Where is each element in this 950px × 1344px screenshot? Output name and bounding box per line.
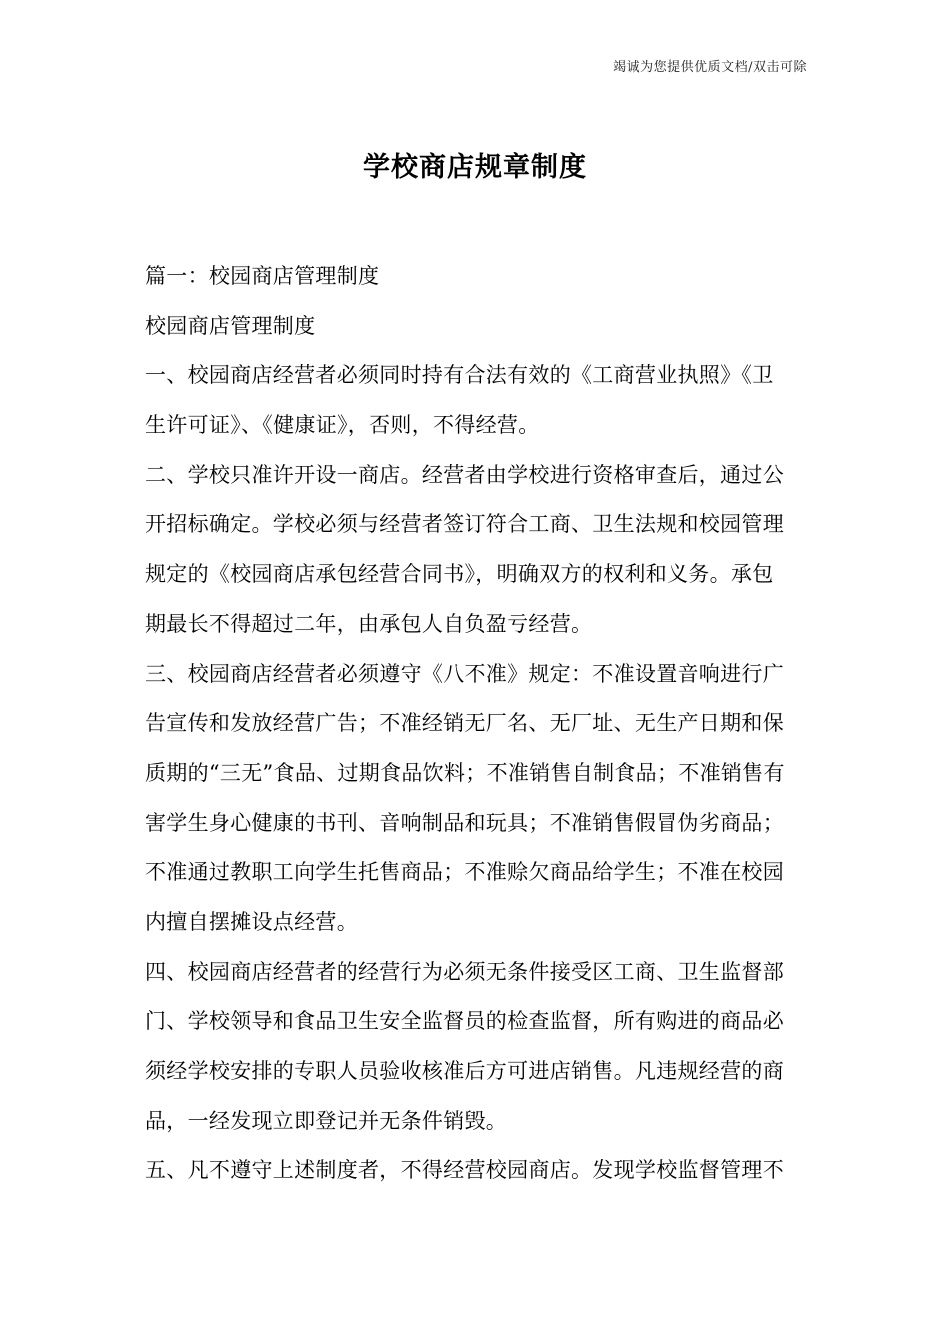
body-line: 生许可证》、《健康证》，否则，不得经营。 xyxy=(145,413,540,438)
body-line: 门、学校领导和食品卫生安全监督员的检查监督，所有购进的商品必 xyxy=(145,1009,784,1034)
body-line: 二、学校只准许开设一商店。经营者由学校进行资格审查后，通过公 xyxy=(145,462,784,487)
body-line: 五、凡不遵守上述制度者，不得经营校园商店。发现学校监督管理不 xyxy=(145,1158,784,1183)
body-line: 害学生身心健康的书刊、音响制品和玩具；不准销售假冒伪劣商品； xyxy=(145,810,784,835)
header-note: 竭诚为您提供优质文档/双击可除 xyxy=(613,60,807,75)
body-line: 不准通过教职工向学生托售商品；不准赊欠商品给学生；不准在校园 xyxy=(145,860,784,885)
body-line: 校园商店管理制度 xyxy=(145,313,316,338)
body-line: 规定的《校园商店承包经营合同书》，明确双方的权利和义务。承包 xyxy=(145,562,774,587)
body-line: 期最长不得超过二年，由承包人自负盈亏经营。 xyxy=(145,611,593,636)
body-line: 四、校园商店经营者的经营行为必须无条件接受区工商、卫生监督部 xyxy=(145,959,784,984)
body-line: 内擅自摆摊设点经营。 xyxy=(145,909,358,934)
body-line: 须经学校安排的专职人员验收核准后方可进店销售。凡违规经营的商 xyxy=(145,1059,784,1083)
body-line: 品，一经发现立即登记并无条件销毁。 xyxy=(145,1108,508,1133)
body-line: 一、校园商店经营者必须同时持有合法有效的《工商营业执照》《卫 xyxy=(145,363,774,388)
body-line: 质期的“三无”食品、过期食品饮料；不准销售自制食品；不准销售有 xyxy=(145,760,785,785)
body-line: 三、校园商店经营者必须遵守《八不准》规定：不准设置音响进行广 xyxy=(145,661,784,686)
document-title: 学校商店规章制度 xyxy=(363,152,587,183)
body-line: 开招标确定。学校必须与经营者签订符合工商、卫生法规和校园管理 xyxy=(145,512,784,537)
body-line: 告宣传和发放经营广告；不准经销无厂名、无厂址、无生产日期和保 xyxy=(145,711,784,736)
document-body xyxy=(145,252,817,1196)
body-line: 篇一：校园商店管理制度 xyxy=(145,264,380,288)
